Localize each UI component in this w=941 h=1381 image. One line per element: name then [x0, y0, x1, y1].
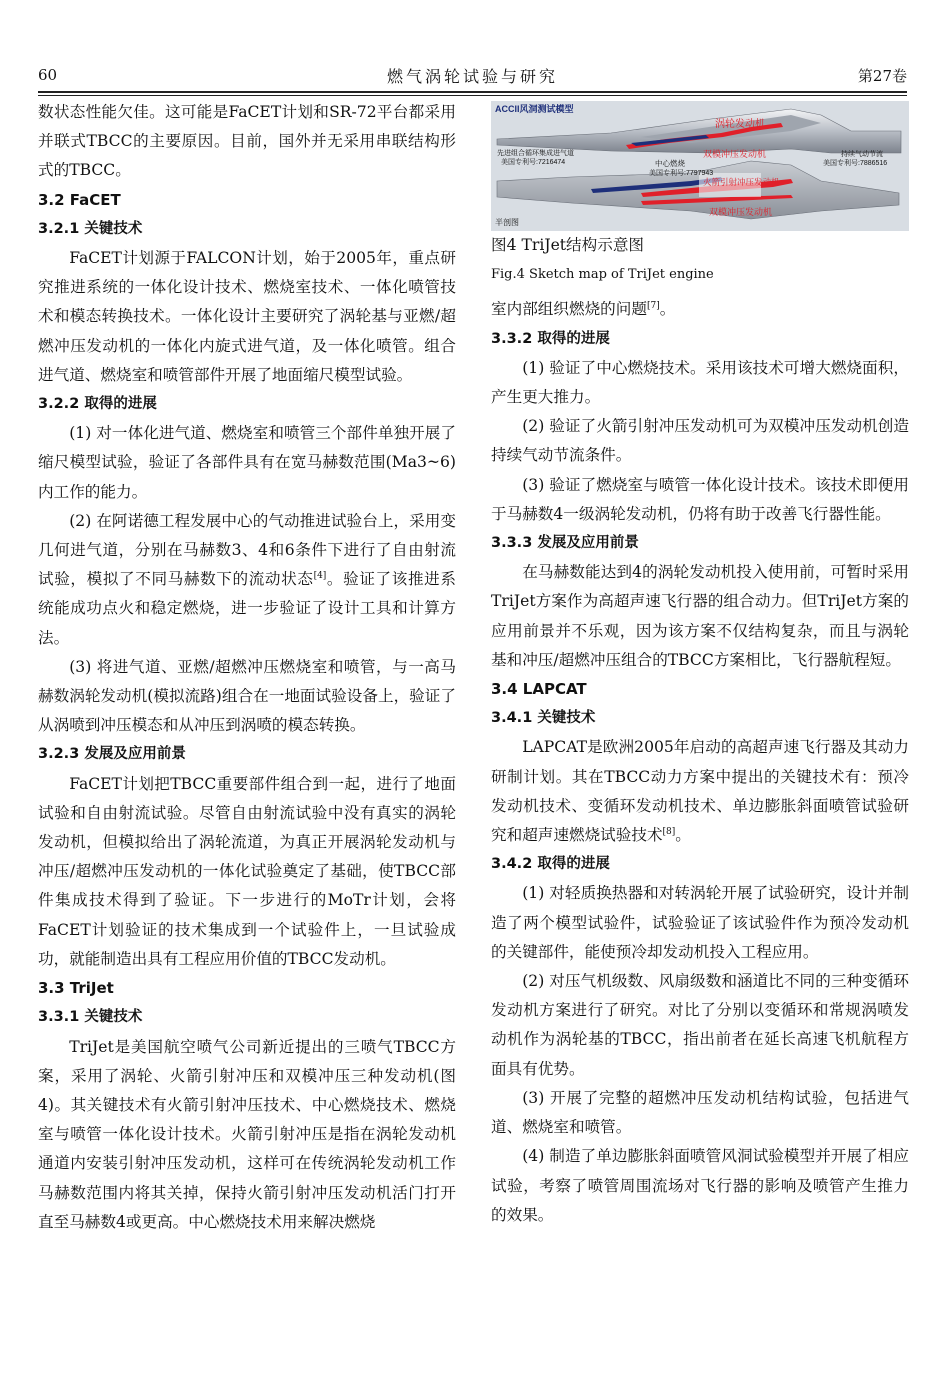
paragraph-3-4-2-item-1: (1) 对轻质换热器和对转涡轮开展了试验研究，设计并制造了两个模型试验件，试验验证了该试验件作为预冷发动机的关键部件，能使预冷却发动机投入工程应用。	[491, 884, 909, 961]
figure-4	[491, 101, 909, 231]
section-heading-3-2: 3.2 FaCET	[38, 190, 121, 209]
section-heading-3-2-2: 3.2.2 取得的进展	[38, 396, 157, 413]
label-dual-mode-ramjet-2: 双模冲压发动机	[709, 207, 773, 217]
section-heading-3-3: 3.3 TriJet	[38, 979, 114, 998]
section-heading-3-2-1: 3.2.1 关键技术	[38, 220, 143, 237]
label-nozzle: 持续气动节流	[841, 151, 883, 158]
section-heading-3-3-3: 3.3.3 发展及应用前景	[491, 535, 639, 552]
paragraph-3-3-1: TriJet是美国航空喷气公司新近提出的三喷气TBCC方案，采用了涡轮、火箭引射冲压和双模冲压三种发动机(图4)。其关键技术有火箭引射冲压技术、中心燃烧技术、燃烧室与喷管一体化设计技术。火箭引射冲压是指在涡轮发动机通道内安装引射冲压发动机，这样可在传统涡轮发动机工作马赫数范围内将其关掉，保持火箭引射冲压发动机活门打开直至马赫数4或更高。中心燃烧技术用来解决燃烧	[38, 1037, 456, 1231]
label-inlet: 先进组合循环集成进气道	[497, 150, 574, 157]
paragraph-text: 室内部组织燃烧的问题	[491, 300, 647, 319]
paragraph-3-4-1	[491, 733, 909, 850]
paragraph-text: LAPCAT是欧洲2005年启动的高超声速飞行器及其动力研制计划。其在TBCC动力方案中提出的关键技术有：预冷发动机技术、变循环发动机技术、单边膨胀斜面喷管试验研究和超声速燃烧试验技术	[491, 738, 909, 845]
label-half-section: 半剖图	[495, 218, 519, 227]
paragraph-text: (2) 在阿诺德工程发展中心的气动推进试验台上，采用变几何进气道，分别在马赫数3、4和6条件下进行了自由射流试验，模拟了不同马赫数下的流动状态	[38, 511, 456, 589]
citation-ref[interactable]: [4]	[313, 571, 327, 582]
citation-ref[interactable]: [7]	[646, 301, 660, 312]
paragraph-intro: 数状态性能欠佳。这可能是FaCET计划和SR-72平台都采用并联式TBCC的主要原因。目前，国外并无采用串联结构形式的TBCC。	[38, 103, 456, 180]
section-heading-3-4-2: 3.4.2 取得的进展	[491, 856, 610, 873]
section-heading-3-2-3: 3.2.3 发展及应用前景	[38, 746, 186, 763]
page-number: 60	[38, 66, 58, 84]
paragraph-3-3-2-item-3: (3) 验证了燃烧室与喷管一体化设计技术。该技术即便用于马赫数4一级涡轮发动机，仍将有助于改善飞行器性能。	[491, 475, 909, 523]
paragraph-3-2-1: FaCET计划源于FALCON计划，始于2005年，重点研究推进系统的一体化设计技术、燃烧室技术、一体化喷管技术和模态转换技术。一体化设计主要研究了涡轮基与亚燃/超燃冲压发动机的一体化内旋式进气道，及一体化喷管。组合进气道、燃烧室和喷管部件开展了地面缩尺模型试验。	[38, 249, 456, 384]
figure-caption-cn: 图4 TriJet结构示意图	[491, 236, 645, 254]
paragraph-3-2-2-item-1: (1) 对一体化进气道、燃烧室和喷管三个部件单独开展了缩尺模型试验，验证了各部件具有在宽马赫数范围(Ma3~6)内工作的能力。	[38, 424, 456, 501]
paragraph-3-2-2-item-3: (3) 将进气道、亚燃/超燃冲压燃烧室和喷管，与一高马赫数涡轮发动机(模拟流路)组合在一地面试验设备上，验证了从涡喷到冲压模态和从冲压到涡喷的模态转换。	[38, 657, 456, 735]
header-rule-thin	[38, 95, 907, 96]
journal-title: 燃气涡轮试验与研究	[386, 67, 558, 86]
right-column	[491, 98, 909, 1230]
section-heading-3-4: 3.4 LAPCAT	[491, 680, 587, 699]
paragraph-3-4-2-item-4: (4) 制造了单边膨胀斜面喷管风洞试验模型并开展了相应试验，考察了喷管周围流场对飞行器的影响及喷管产生推力的效果。	[491, 1147, 909, 1224]
paragraph-3-2-3: FaCET计划把TBCC重要部件组合到一起，进行了地面试验和自由射流试验。尽管自由射流试验中没有真实的涡轮发动机，但模拟给出了涡轮流道，为真正开展涡轮发动机与冲压/超燃冲压发动机的一体化试验奠定了基础，使TBCC部件集成技术得到了验证。下一步进行的MoTr计划，会将FaCET计划验证的技术集成到一个试验件上，一旦试验成功，就能制造出具有工程应用价值的TBCC发动机。	[38, 774, 456, 968]
paragraph-3-3-3: 在马赫数能达到4的涡轮发动机投入使用前，可暂时采用TriJet方案作为高超声速飞行器的组合动力。但TriJet方案的应用前景并不乐观，因为该方案不仅结构复杂，而且与涡轮基和冲压/超燃冲压组合的TBCC方案相比，飞行器航程短。	[491, 563, 909, 669]
paragraph-3-4-2-item-3: (3) 开展了完整的超燃冲压发动机结构试验，包括进气道、燃烧室和喷管。	[491, 1088, 909, 1137]
label-center-burning: 中心燃烧	[655, 159, 685, 168]
header-rule-thick	[38, 91, 907, 93]
label-center-patent: 美国专利号:7797943	[649, 170, 714, 177]
label-turbo-engine: 涡轮发动机	[715, 119, 765, 130]
figure-caption-en: Fig.4 Sketch map of TriJet engine	[491, 267, 714, 283]
label-dual-mode-ramjet: 双模冲压发动机	[703, 149, 767, 159]
label-inlet-patent: 美国专利号:7216474	[501, 159, 566, 166]
left-column	[38, 98, 456, 1237]
paragraph-3-2-2-item-2	[38, 507, 456, 653]
trijet-sketch-image	[491, 101, 909, 231]
citation-ref[interactable]: [8]	[662, 826, 676, 837]
paragraph-continued	[491, 295, 909, 324]
paragraph-text: 。验证了该推进系统能成功点火和稳定燃烧，进一步验证了设计工具和计算方法。	[38, 570, 456, 647]
label-rocket-ejector: 火箭引射冲压发动机	[703, 177, 780, 187]
paragraph-3-3-2-item-1: (1) 验证了中心燃烧技术。采用该技术可增大燃烧面积，产生更大推力。	[491, 358, 909, 407]
section-heading-3-4-1: 3.4.1 关键技术	[491, 710, 596, 727]
paragraph-text: 。	[659, 300, 676, 319]
paragraph-3-3-2-item-2: (2) 验证了火箭引射冲压发动机可为双模冲压发动机创造持续气动节流条件。	[491, 417, 909, 465]
section-heading-3-3-1: 3.3.1 关键技术	[38, 1009, 143, 1026]
page-header	[38, 62, 907, 90]
section-heading-3-3-2: 3.3.2 取得的进展	[491, 330, 610, 347]
label-accii: ACCII风洞测试模型	[495, 104, 574, 114]
paragraph-3-4-2-item-2: (2) 对压气机级数、风扇级数和涵道比不同的三种变循环发动机方案进行了研究。对比了分别以变循环和常规涡喷发动机作为涡轮基的TBCC，指出前者在延长高速飞机航程方面具有优势。	[491, 972, 909, 1078]
paragraph-text: 。	[675, 826, 691, 845]
label-nozzle-patent: 美国专利号:7886516	[823, 160, 888, 167]
volume-label: 第27卷	[857, 67, 907, 85]
